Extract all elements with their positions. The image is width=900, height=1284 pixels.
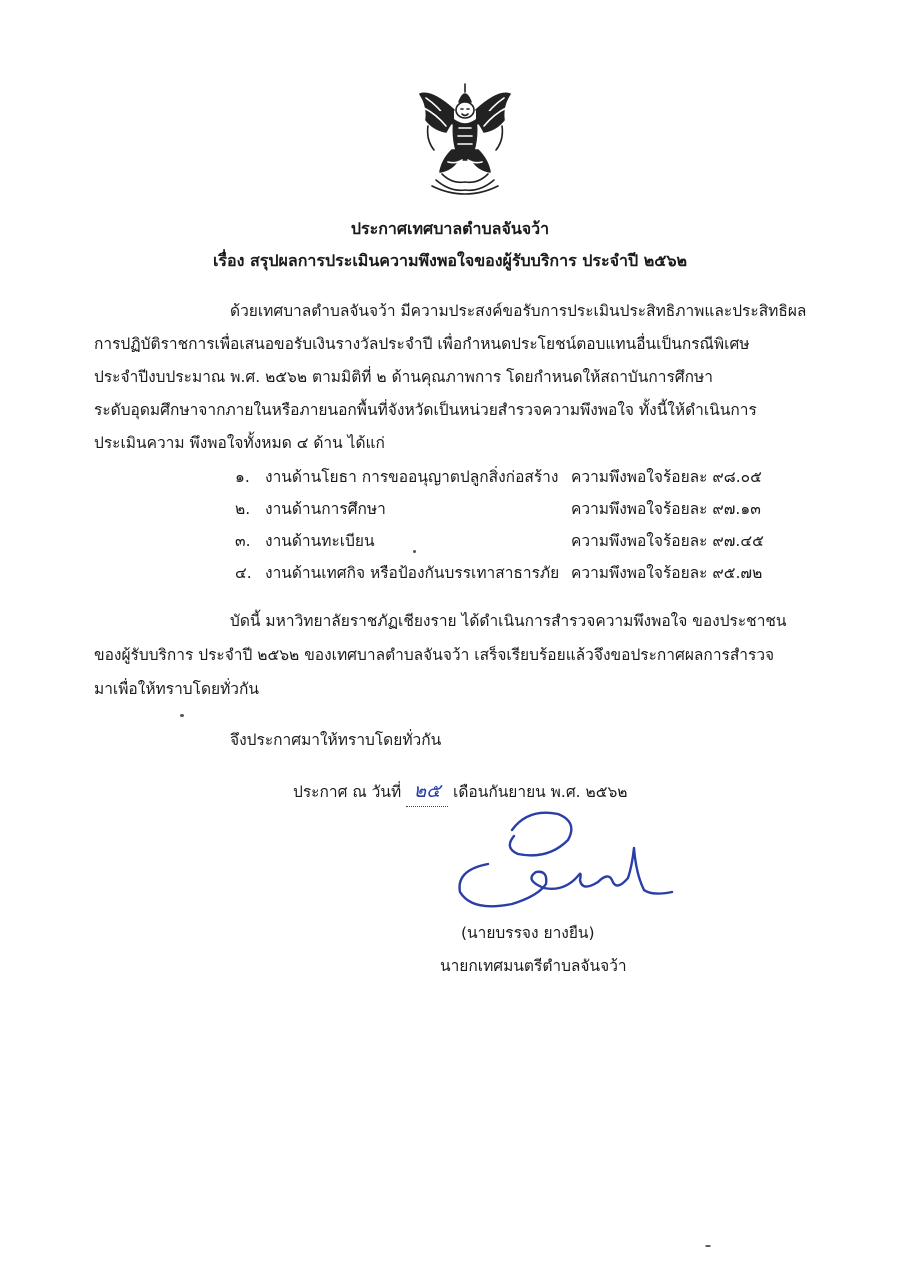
intro-line: ประจำปีงบประมาณ พ.ศ. ๒๕๖๒ ตามมิติที่ ๒ ด้านคุณภาพการ โดยกำหนดให้สถาบันการศึกษา [94,368,713,386]
survey-line: บัดนี้ มหาวิทยาลัยราชภัฏเชียงราย ได้ดำเนินการสำรวจความพึงพอใจ ของประชาชน [230,612,787,630]
satisfaction-score: ความพึงพอใจร้อยละ ๙๕.๗๒ [571,564,763,582]
list-item [227,464,827,496]
item-number: ๑. [235,468,250,486]
item-number: ๒. [235,500,251,518]
satisfaction-score: ความพึงพอใจร้อยละ ๙๗.๑๓ [571,500,761,518]
scan-speck [705,1245,711,1247]
intro-line: ประเมินความ พึงพอใจทั้งหมด ๔ ด้าน ได้แก่ [94,434,385,452]
survey-line: มาเพื่อให้ทราบโดยทั่วกัน [94,680,259,698]
item-number: ๔. [235,564,252,582]
intro-line: ด้วยเทศบาลตำบลจันจว้า มีความประสงค์ขอรับการประเมินประสิทธิภาพและประสิทธิผล [230,302,807,320]
announcement-subject: เรื่อง สรุปผลการประเมินความพึงพอใจของผู้รับบริการ ประจำปี ๒๕๖๒ [212,251,688,270]
satisfaction-score: ความพึงพอใจร้อยละ ๙๗.๔๕ [571,532,764,550]
service-area-label: งานด้านโยธา การขออนุญาตปลูกสิ่งก่อสร้าง [265,468,559,486]
survey-line: ของผู้รับบริการ ประจำปี ๒๕๖๒ ของเทศบาลตำบลจันจว้า เสร็จเรียบร้อยแล้วจึงขอประกาศผลการสำรวจ [94,646,775,664]
signatory-position: นายกเทศมนตรีตำบลจันจว้า [440,957,627,975]
list-item [227,528,827,560]
signatory-name: (นายบรรจง ยางยืน) [461,924,595,942]
handwritten-day: ๒๕ [406,776,448,807]
garuda-emblem [412,80,518,196]
closing-statement: จึงประกาศมาให้ทราบโดยทั่วกัน [230,731,442,749]
date-suffix: เดือนกันยายน พ.ศ. ๒๕๖๒ [453,783,628,801]
service-area-label: งานด้านเทศกิจ หรือป้องกันบรรเทาสาธารภัย [265,564,560,582]
satisfaction-results-list [227,464,827,592]
list-item [227,496,827,528]
scan-speck [413,550,416,553]
announcement-title: ประกาศเทศบาลตำบลจันจว้า [350,219,550,238]
service-area-label: งานด้านการศึกษา [265,500,386,518]
satisfaction-score: ความพึงพอใจร้อยละ ๙๘.๐๕ [571,468,762,486]
date-prefix: ประกาศ ณ วันที่ [293,783,402,801]
scan-speck [180,714,184,717]
survey-paragraph [94,611,834,713]
list-item [227,560,827,592]
item-number: ๓. [235,532,251,550]
intro-line: ระดับอุดมศึกษาจากภายในหรือภายนอกพื้นที่จังหวัดเป็นหน่วยสำรวจความพึงพอใจ ทั้งนี้ให้ดำเนินการ [94,401,757,419]
intro-paragraph [94,301,834,466]
service-area-label: งานด้านทะเบียน [265,532,375,550]
handwritten-signature [448,800,678,920]
intro-line: การปฏิบัติราชการเพื่อเสนอขอรับเงินรางวัลประจำปี เพื่อกำหนดประโยชน์ตอบแทนอื่นเป็นกรณีพิเศษ [94,335,750,353]
